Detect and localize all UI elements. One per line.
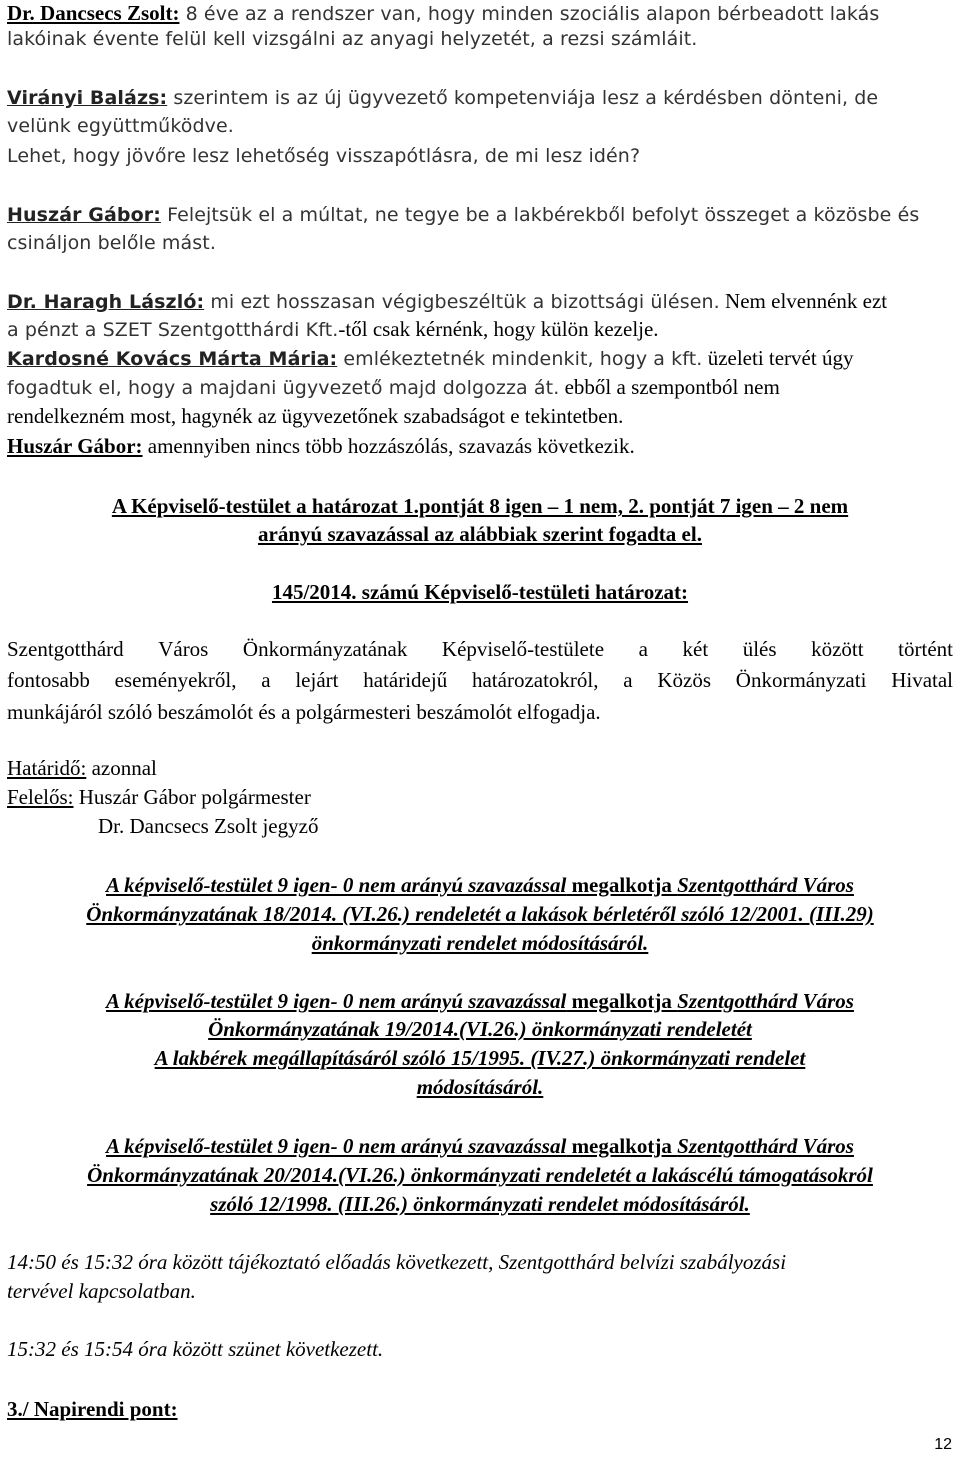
resolution-body-line-2	[7, 667, 953, 693]
p2-line-1	[7, 84, 878, 111]
resolution-body-line-3: munkájáról szóló beszámolót és a polgármesteri beszámolót elfogadja.	[7, 700, 601, 724]
ordinance-1-line-2: Önkormányzatának 18/2014. (VI.26.) rendeletét a lakások bérletéről szóló 12/2001. (III.29)	[86, 902, 874, 926]
deadline-value: azonnal	[86, 756, 157, 780]
speaker-name: Kardosné Kovács Márta Mária:	[7, 348, 338, 370]
ordinance-text: megalkotja	[566, 989, 678, 1013]
speaker-name: Dr. Dancsecs Zsolt:	[7, 1, 180, 25]
ordinance-text: Szentgotthárd Város	[677, 1134, 854, 1158]
speech-text: 8 éve az a rendszer van, hogy minden szociális alapon bérbeadott lakás	[179, 3, 880, 25]
ordinance-text: Szentgotthárd Város	[677, 873, 854, 897]
ordinance-2-line-1	[0, 988, 960, 1014]
p3-line-1	[7, 201, 919, 228]
ordinance-text: megalkotja	[566, 873, 678, 897]
responsible-second: Dr. Dancsecs Zsolt jegyző	[98, 814, 319, 838]
agenda-heading: 3./ Napirendi pont:	[7, 1397, 178, 1421]
body-word: Szentgotthárd	[7, 637, 124, 661]
speech-text: a pénzt a SZET Szentgotthárdi Kft.	[7, 319, 339, 341]
body-word: határidejű	[363, 668, 448, 692]
info-line-1: 14:50 és 15:32 óra között tájékoztató előadás következett, Szentgotthárd belvízi szabályozási	[7, 1250, 787, 1274]
speech-text: mi ezt hosszasan végigbeszéltük a bizottsági ülésen.	[204, 291, 720, 313]
speaker-name: Virányi Balázs:	[7, 87, 168, 109]
p2-line-2: velünk együttműködve.	[7, 115, 234, 137]
ordinance-text: megalkotja	[566, 1134, 678, 1158]
speech-text: fogadtuk el, hogy a majdani ügyvezető majd dolgozza át.	[7, 377, 560, 399]
speech-text: amennyiben nincs több hozzászólás, szavazás következik.	[142, 434, 635, 458]
ordinance-3-line-1	[0, 1133, 960, 1159]
speech-text: Felejtsük el a múltat, ne tegye be a lakbérekből befolyt összeget a közösbe és	[160, 204, 920, 226]
p4-line-3	[7, 345, 853, 372]
page-number: 12	[934, 1436, 952, 1453]
body-word: a	[638, 637, 648, 661]
speech-text: emlékeztetnék mindenkit, hogy a kft.	[337, 348, 703, 370]
responsible-value: Huszár Gábor polgármester	[73, 785, 311, 809]
body-word: ülés	[742, 637, 777, 661]
ordinance-3-line-3: szóló 12/1998. (III.26.) önkormányzati rendelet módosításáról.	[210, 1192, 750, 1216]
body-word: határozatokról,	[471, 668, 599, 692]
p4-line-1	[7, 288, 887, 315]
body-word: Közös	[657, 668, 712, 692]
body-word: a	[623, 668, 633, 692]
body-word: között	[811, 637, 864, 661]
p2-line-3: Lehet, hogy jövőre lesz lehetőség visszapótlásra, de mi lesz idén?	[7, 145, 641, 167]
ordinance-1-line-3: önkormányzati rendelet módosításáról.	[311, 931, 649, 955]
body-word: Önkormányzatának	[242, 637, 408, 661]
body-word: fontosabb	[7, 668, 90, 692]
body-word: Képviselő-testülete	[441, 637, 605, 661]
ordinance-2-line-3: A lakbérek megállapításáról szóló 15/1995. (IV.27.) önkormányzati rendelet	[154, 1046, 806, 1070]
speaker-name: Dr. Haragh László:	[7, 291, 205, 313]
speech-text: ebből a szempontból nem	[559, 375, 780, 399]
resolution-body-line-1	[7, 636, 953, 662]
body-word: Önkormányzati	[735, 668, 867, 692]
deadline-label: Határidő:	[7, 756, 87, 780]
info-line-2: tervével kapcsolatban.	[7, 1279, 196, 1303]
body-word: történt	[898, 637, 953, 661]
body-word: Város	[158, 637, 209, 661]
ordinance-text: Szentgotthárd Város	[677, 989, 854, 1013]
p1-line-2: lakóinak évente felül kell vizsgálni az anyagi helyzetét, a rezsi számláit.	[7, 28, 698, 50]
vote-result-line-1: A Képviselő-testület a határozat 1.pontját 8 igen – 1 nem, 2. pontját 7 igen – 2 nem	[111, 494, 849, 518]
p1-line-1	[7, 0, 879, 27]
speech-text: Nem elvennénk ezt	[719, 289, 888, 313]
deadline-row	[7, 755, 157, 781]
ordinance-3-line-2: Önkormányzatának 20/2014.(VI.26.) önkormányzati rendeletét a lakáscélú támogatásokról	[87, 1163, 873, 1187]
speaker-name: Huszár Gábor:	[7, 434, 143, 458]
ordinance-2-line-2: Önkormányzatának 19/2014.(VI.26.) önkormányzati rendeletét	[208, 1017, 752, 1041]
speech-text: -től csak kérnénk, hogy külön kezelje.	[338, 317, 659, 341]
ordinance-text: A képviselő-testület 9 igen- 0 nem arányú szavazással	[106, 873, 567, 897]
ordinance-text: A képviselő-testület 9 igen- 0 nem arányú szavazással	[106, 989, 567, 1013]
ordinance-1-line-1	[0, 872, 960, 898]
info-line-3: 15:32 és 15:54 óra között szünet következett.	[7, 1337, 384, 1361]
body-word: eseményekről,	[114, 668, 237, 692]
speaker-name: Huszár Gábor:	[7, 204, 161, 226]
body-word: két	[682, 637, 709, 661]
ordinance-text: A képviselő-testület 9 igen- 0 nem arányú szavazással	[106, 1134, 567, 1158]
body-word: Hivatal	[891, 668, 953, 692]
p4-line-2	[7, 316, 659, 343]
body-word: lejárt	[295, 668, 339, 692]
ordinance-2-line-4: módosításáról.	[416, 1075, 544, 1099]
p4-line-4	[7, 374, 780, 401]
body-word: a	[261, 668, 271, 692]
responsible-row	[7, 784, 311, 810]
speech-text: szerintem is az új ügyvezető kompetenviája lesz a kérdésben dönteni, de	[167, 87, 879, 109]
p4-line-5: rendelkezném most, hagynék az ügyvezetőnek szabadságot e tekintetben.	[7, 404, 624, 428]
vote-result-line-2: arányú szavazással az alábbiak szerint fogadta el.	[258, 522, 702, 546]
speech-text: üzeleti tervét úgy	[702, 346, 854, 370]
p3-line-2: csináljon belőle mást.	[7, 232, 216, 254]
resolution-title: 145/2014. számú Képviselő-testületi határozat:	[271, 580, 689, 604]
p4-line-6	[7, 433, 635, 459]
responsible-label: Felelős:	[7, 785, 74, 809]
